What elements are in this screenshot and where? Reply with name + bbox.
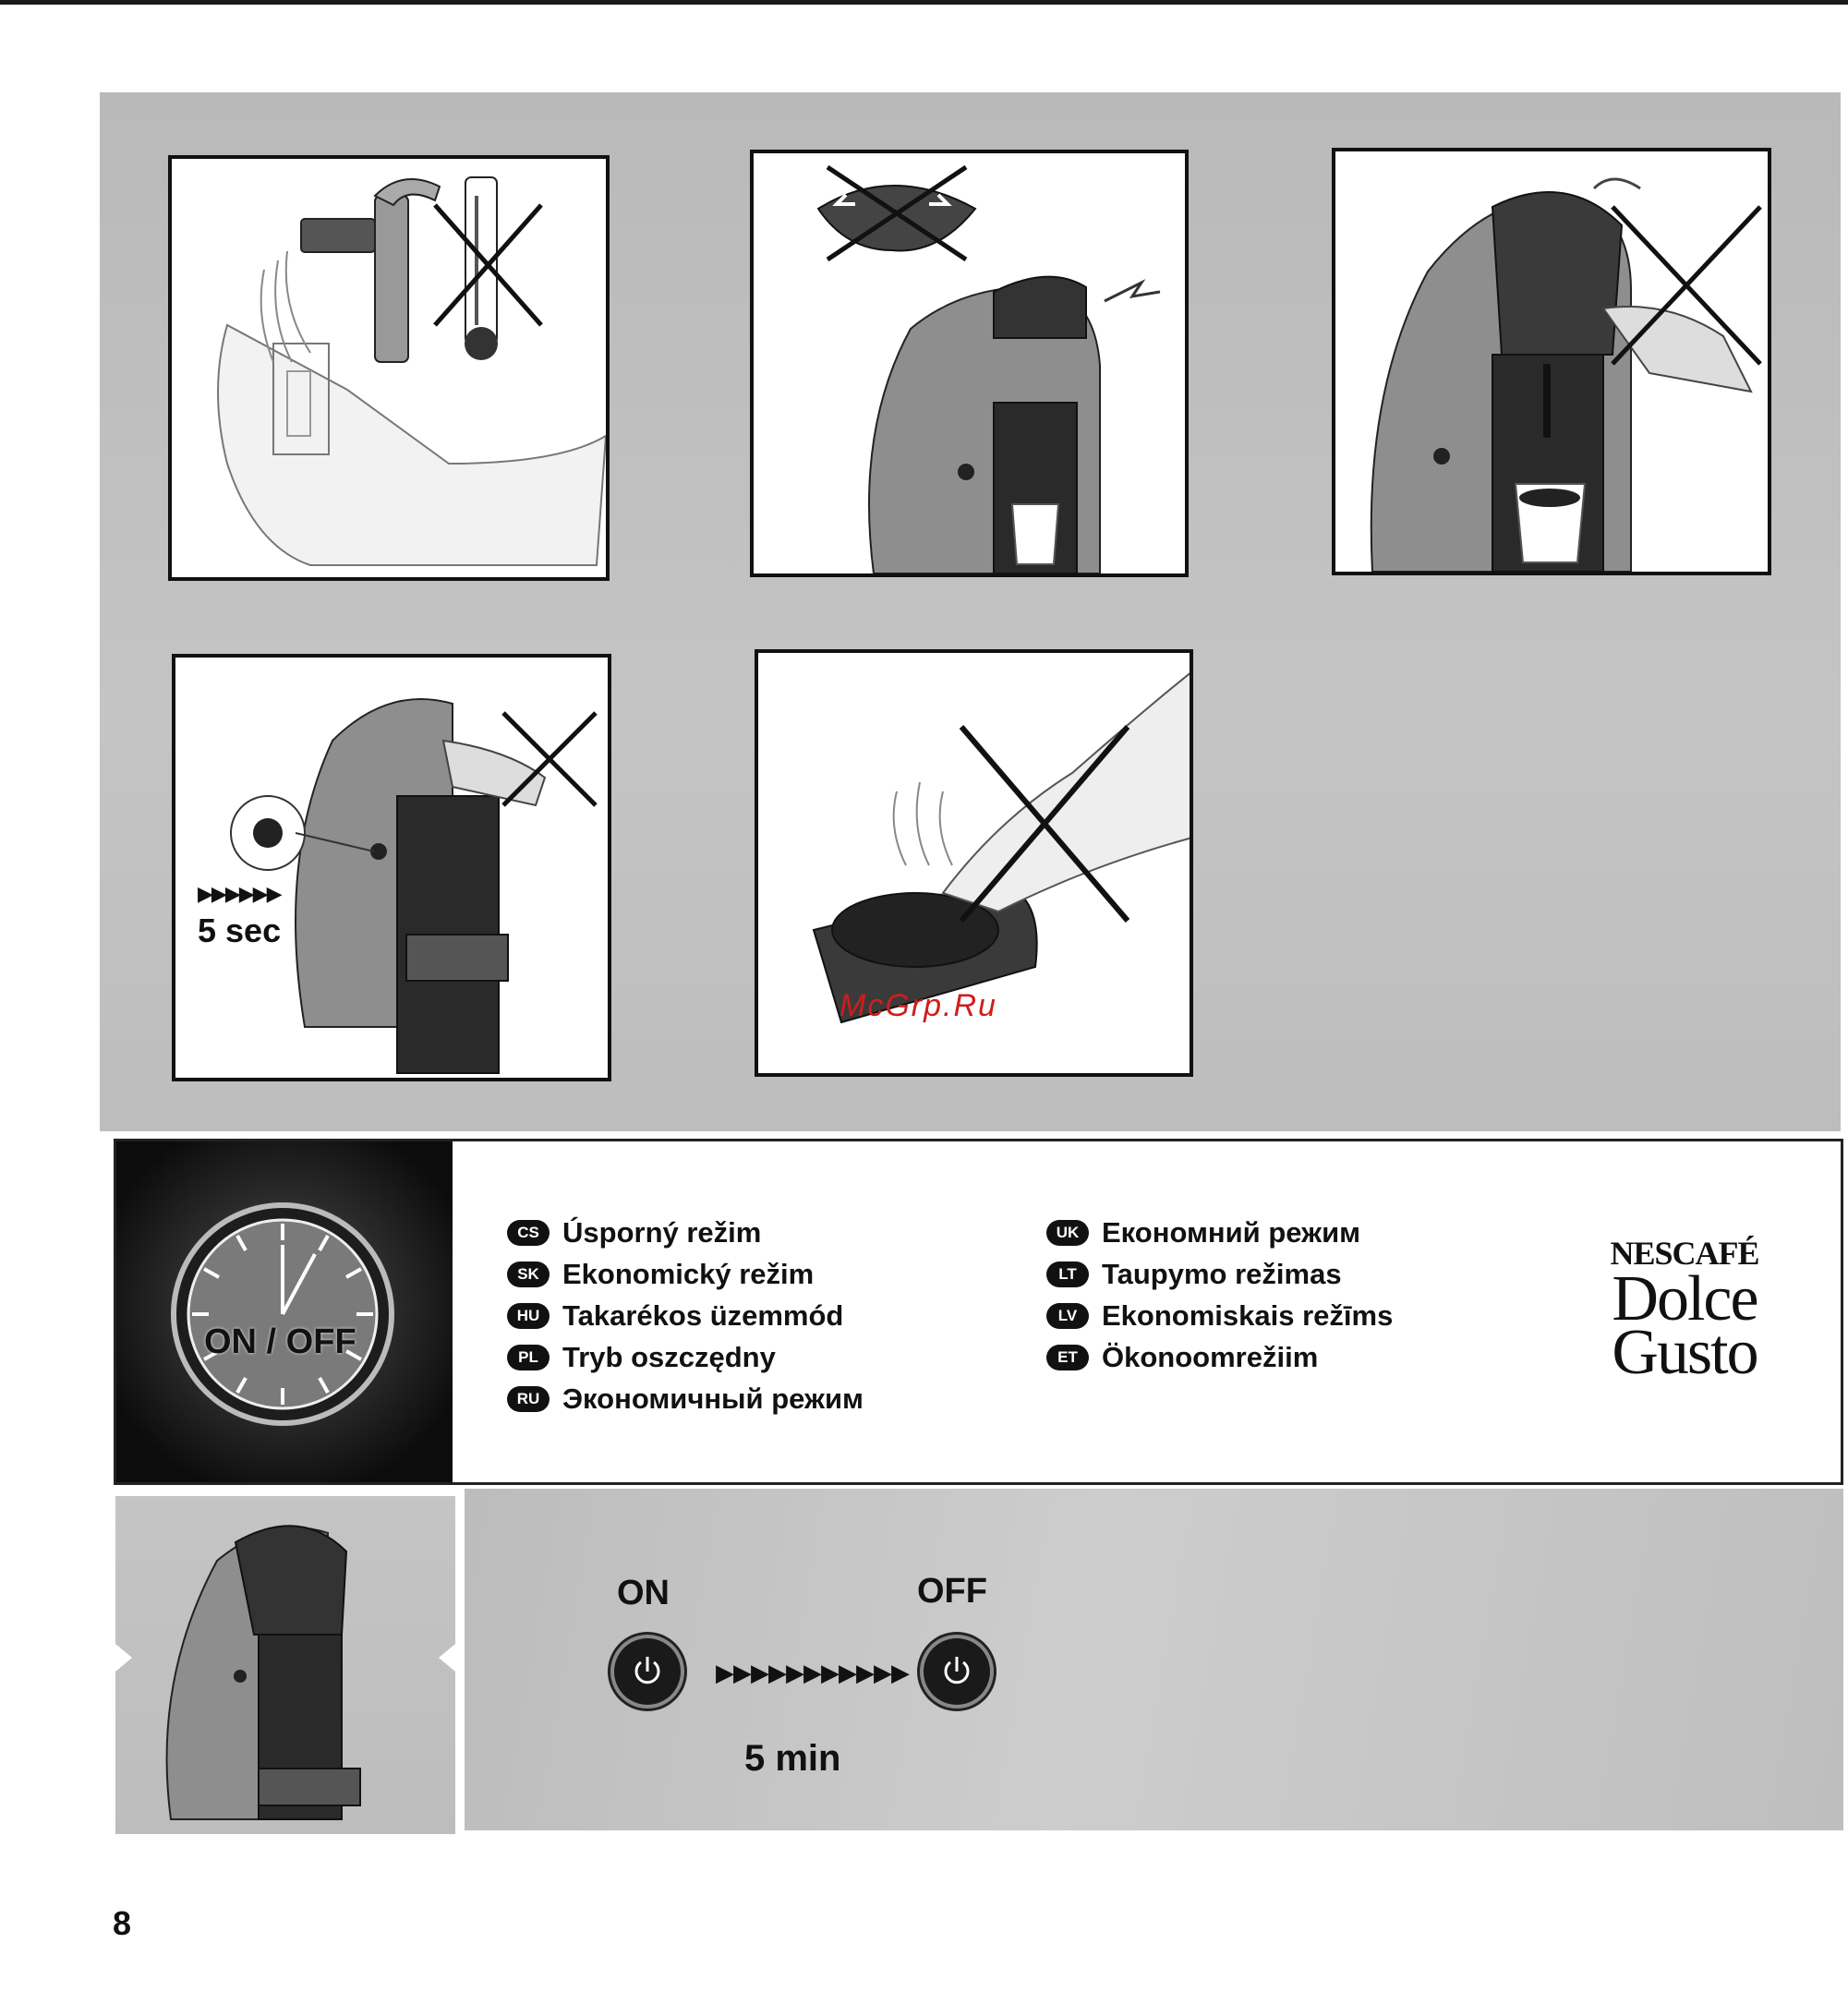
auto-off-diagram [465,1489,1843,1830]
panel-hot-capsule-warning [755,649,1193,1077]
brand-dolce: Dolce [1612,1263,1757,1334]
off-label: OFF [917,1572,987,1611]
list-item [507,1253,864,1295]
power-on-icon [614,1638,681,1705]
language-title: Tryb oszczędny [562,1340,776,1373]
power-off-icon [924,1638,990,1705]
water-tank-tap-illustration [172,159,606,577]
language-code-badge: HU [507,1303,550,1329]
language-code-badge: SK [507,1262,550,1287]
top-edge-band [0,0,1848,5]
watermark: McGrp.Ru [839,988,997,1023]
page-number: 8 [113,1904,132,1942]
language-title: Ökonoomrežiim [1102,1340,1319,1373]
language-code-badge: ET [1046,1345,1089,1370]
on-label: ON [617,1574,670,1612]
hold-arrows: ▶▶▶▶▶▶ [198,882,281,905]
clock-icon [167,1199,398,1434]
language-title: Економний режим [1102,1215,1361,1249]
machine-power-button-illustration [175,658,608,1078]
list-item [507,1295,864,1336]
panel-power-off-5-sec [172,654,611,1081]
list-item [507,1336,864,1378]
list-item [1046,1295,1393,1336]
panel-water-tank-fill [168,155,610,581]
language-title: Taupymo režimas [1102,1257,1342,1290]
list-item [507,1212,864,1253]
language-list-left [507,1212,864,1419]
language-title: Úsporný režim [562,1215,762,1249]
machine-side-panel [115,1496,455,1834]
language-code-badge: LT [1046,1262,1089,1287]
list-item [1046,1336,1393,1378]
list-item [1046,1253,1393,1295]
hold-duration-label: 5 sec [198,911,282,949]
arrow-dots: ▶▶▶▶▶▶▶▶▶▶▶ [716,1659,909,1686]
language-title: Ekonomiskais režīms [1102,1298,1394,1332]
brand-nescafe: NESCAFÉ [1610,1235,1759,1272]
auto-off-duration: 5 min [744,1738,841,1779]
language-title: Takarékos üzemmód [562,1298,844,1332]
eco-mode-section [114,1139,1843,1485]
language-code-badge: LV [1046,1303,1089,1329]
language-title: Ekonomický režim [562,1257,815,1290]
brand-logo [1578,1234,1791,1388]
clock-background [116,1141,453,1482]
machine-capsule-holder-illustration [754,153,1185,573]
panel-no-lift-lever [1332,148,1771,575]
language-code-badge: UK [1046,1220,1089,1246]
brand-gusto: Gusto [1612,1317,1757,1388]
language-code-badge: PL [507,1345,550,1370]
language-list-right [1046,1212,1393,1378]
list-item [1046,1212,1393,1253]
clock-label: ON / OFF [204,1322,356,1361]
coffee-machine-illustration [115,1496,455,1834]
machine-brewing-illustration [1335,151,1768,572]
language-code-badge: CS [507,1220,550,1246]
language-title: Экономичный режим [562,1382,864,1415]
panel-insert-capsule [750,150,1189,577]
list-item [507,1378,864,1419]
language-code-badge: RU [507,1386,550,1412]
